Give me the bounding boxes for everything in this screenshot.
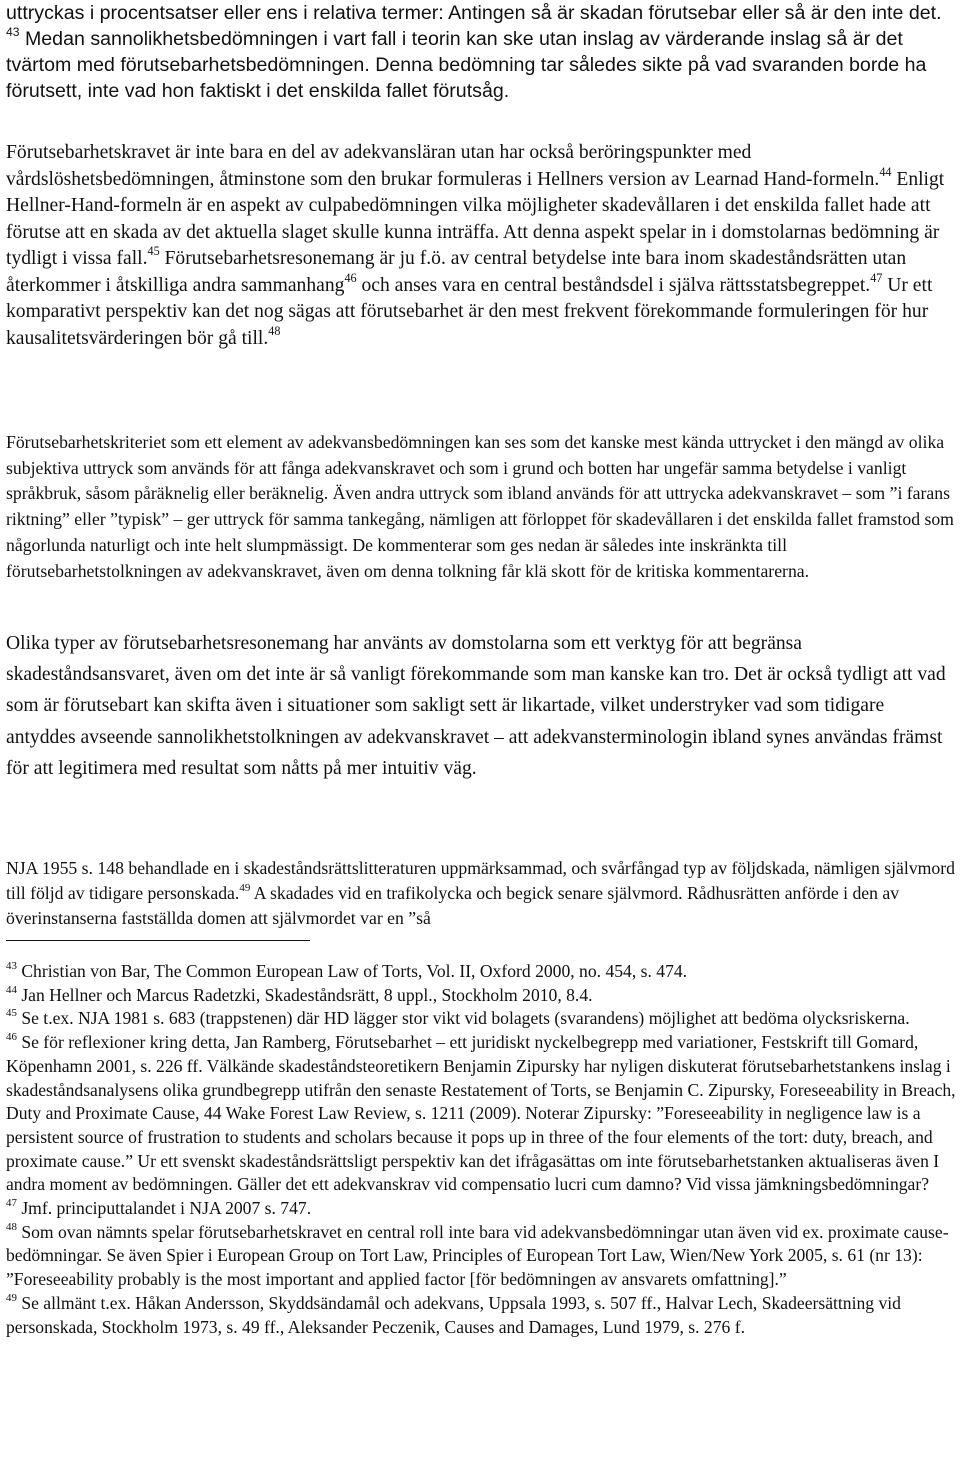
footnote-48 xyxy=(6,1221,958,1292)
footnote-43 xyxy=(6,960,958,984)
footnote-ref-49[interactable]: 49 xyxy=(239,882,251,895)
text: Förutsebarhetsresonemang är ju f.ö. av central betydelse inte bara inom skadeståndsrätten utan återkommer i åtskilliga andra sammanhang xyxy=(6,248,907,296)
footnote-45 xyxy=(6,1007,958,1031)
footnote-number: 46 xyxy=(6,1031,17,1044)
paragraph-2 xyxy=(6,140,956,352)
text: NJA 1955 s. 148 behandlade en i skadeståndsrättslitteraturen uppmärksammad, och svårfångad typ av följdskada, nämligen självmord till följd av tidigare personskada. xyxy=(6,858,955,903)
footnote-47 xyxy=(6,1197,958,1221)
footnote-text: Christian von Bar, The Common European Law of Torts, Vol. II, Oxford 2000, no. 454, s. 474. xyxy=(21,961,688,981)
text: Medan sannolikhetsbedömningen i vart fall i teorin kan ske utan inslag av värderande inslag så är det tvärtom med förutsebarhetsbedömningen. Denna bedömning tar således sikte på vad svaranden borde ha förutsett, inte vad hon faktiskt i det enskilda fallet förutsåg. xyxy=(6,28,927,102)
footnote-49 xyxy=(6,1292,958,1339)
footnote-ref-46[interactable]: 46 xyxy=(344,270,357,285)
paragraph-5 xyxy=(6,856,956,931)
paragraph-3: Förutsebarhetskriteriet som ett element av adekvansbedömningen kan ses som det kanske mest kända uttrycket i den mängd av olika subjektiva uttryck som används för att fånga adekvanskravet och som i grund och botten har ungefär samma betydelse i vanligt språkbruk, såsom påräknelig eller beräknelig. Även andra uttryck som ibland används för att uttrycka adekvanskravet – som ”i farans riktning” eller ”typisk” – ger uttryck för samma tankegång, nämligen att förloppet för skadevållaren i det enskilda fallet framstod som någorlunda naturligt och inte helt slumpmässigt. De kommenterar som ges nedan är således inte inskränkta till förutsebarhetstolkningen av adekvanskravet, även om denna tolkning får klä skott för de kritiska kommentarerna. xyxy=(6,432,954,581)
footnotes xyxy=(6,960,958,1339)
footnote-number: 43 xyxy=(6,960,17,973)
text: Ur ett komparativt perspektiv kan det nog sägas att förutsebarhet är den mest frekvent förekommande formuleringen för hur kausalitetsvärderingen bör gå till. xyxy=(6,274,933,349)
footnote-44 xyxy=(6,984,958,1008)
text: uttryckas i procentsatser eller ens i relativa termer: Antingen så är skadan förutsebar eller så är den inte det. xyxy=(6,2,942,24)
footnote-ref-44[interactable]: 44 xyxy=(879,164,892,179)
footnote-text: Jmf. principuttalandet i NJA 2007 s. 747. xyxy=(21,1198,312,1219)
paragraph-4: Olika typer av förutsebarhetsresonemang har använts av domstolarna som ett verktyg för att begränsa skadeståndsansvaret, även om det inte är så vanligt förekommande som man kanske kan tro. Det är också tydligt att vad som är förutsebart kan skifta även i situationer som sakligt sett är likartade, vilket understryker vad som tidigare antyddes avseende sannolikhetstolkningen av adekvanskravet – att adekvansterminologin ibland synes användas främst för att legitimera med resultat som nåtts på mer intuitiv väg. xyxy=(6,633,946,779)
footnote-text: Som ovan nämnts spelar förutsebarhetskravet en central roll inte bara vid adekvansbedömningar utan även vid ex. proximate cause-bedömningar. Se även Spier i European Group on Tort Law, Principles of European Tort Law, Wien/New York 2005, s. 61 (nr 13): ”Foreseeability probably is the most important and applied factor [för bedömningen av ansvarets omfattning].” xyxy=(6,1221,949,1290)
footnote-46 xyxy=(6,1031,958,1197)
footnote-number: 44 xyxy=(6,983,17,996)
text: Förutsebarhetskravet är inte bara en del av adekvansläran utan har också beröringspunkter med vårdslöshetsbedömningen, åtminstone som den brukar formuleras i Hellners version av Learnad Hand-formeln. xyxy=(6,142,880,190)
footnote-ref-48[interactable]: 48 xyxy=(268,323,281,338)
footnote-ref-43[interactable]: 43 xyxy=(6,25,20,40)
footnote-text: Se t.ex. NJA 1981 s. 683 (trappstenen) där HD lägger stor vikt vid bolagets (svarandens) möjlighet att bedöma olycksriskerna. xyxy=(21,1008,910,1029)
footnote-number: 49 xyxy=(6,1291,17,1304)
footnote-ref-47[interactable]: 47 xyxy=(870,270,883,285)
footnote-text: Se allmänt t.ex. Håkan Andersson, Skyddsändamål och adekvans, Uppsala 1993, s. 507 ff., Halvar Lech, Skadeersättning vid personskada, Stockholm 1973, s. 49 ff., Aleksander Peczenik, Causes and Damages, Lund 1979, s. 276 f. xyxy=(6,1292,901,1337)
footnote-ref-45[interactable]: 45 xyxy=(147,244,160,259)
text: Enligt Hellner-Hand-formeln är en aspekt av culpabedömningen vilka möjligheter skadevållaren i det enskilda fallet hade att förutse att en skada av det aktuella slaget skulle kunna inträffa. Att denna aspekt spelar in i domstolarnas bedömning är tydligt i vissa fall. xyxy=(6,168,945,269)
text: och anses vara en central beståndsdel i själva rättsstatsbegreppet. xyxy=(356,274,871,296)
footnote-number: 47 xyxy=(6,1197,17,1210)
footnote-number: 48 xyxy=(6,1220,17,1233)
footnote-text: Jan Hellner och Marcus Radetzki, Skadeståndsrätt, 8 uppl., Stockholm 2010, 8.4. xyxy=(21,984,593,1005)
text: A skadades vid en trafikolycka och begick senare självmord. Rådhusrätten anförde i den av överinstanserna fastställda domen att självmordet var en ”så xyxy=(6,883,900,928)
footnote-separator xyxy=(6,940,310,941)
paragraph-1 xyxy=(6,0,956,104)
footnote-text: Se för reflexioner kring detta, Jan Ramberg, Förutsebarhet – ett juridiskt nyckelbegrepp med variationer, Festskrift till Gomard, Köpenhamn 2001, s. 226 ff. Välkände skadeståndsteoretikern Benjamin Zipursky har nyligen diskuterat förutsebarhetstankens inslag i skadeståndsanalysens olika grundbegrepp utifrån den senaste Restatement of Torts, se Benjamin C. Zipursky, Foreseeability in Breach, Duty and Proximate Cause, 44 Wake Forest Law Review, s. 1211 (2009). Noterar Zipursky: ”Foreseeability in negligence law is a persistent source of frustration to students and scholars because it pops up in three of the four elements of the tort: duty, breach, and proximate cause.” Ur ett svenskt skadeståndsrättsligt perspektiv kan det ifrågasättas om inte förutsebarhetstanken aktualiseras även I andra moment av bedömningen. Gäller det ett adekvanskrav vid compensatio lucri cum damno? Vid vissa jämkningsbedömningar? xyxy=(6,1032,956,1195)
footnote-number: 45 xyxy=(6,1007,17,1020)
